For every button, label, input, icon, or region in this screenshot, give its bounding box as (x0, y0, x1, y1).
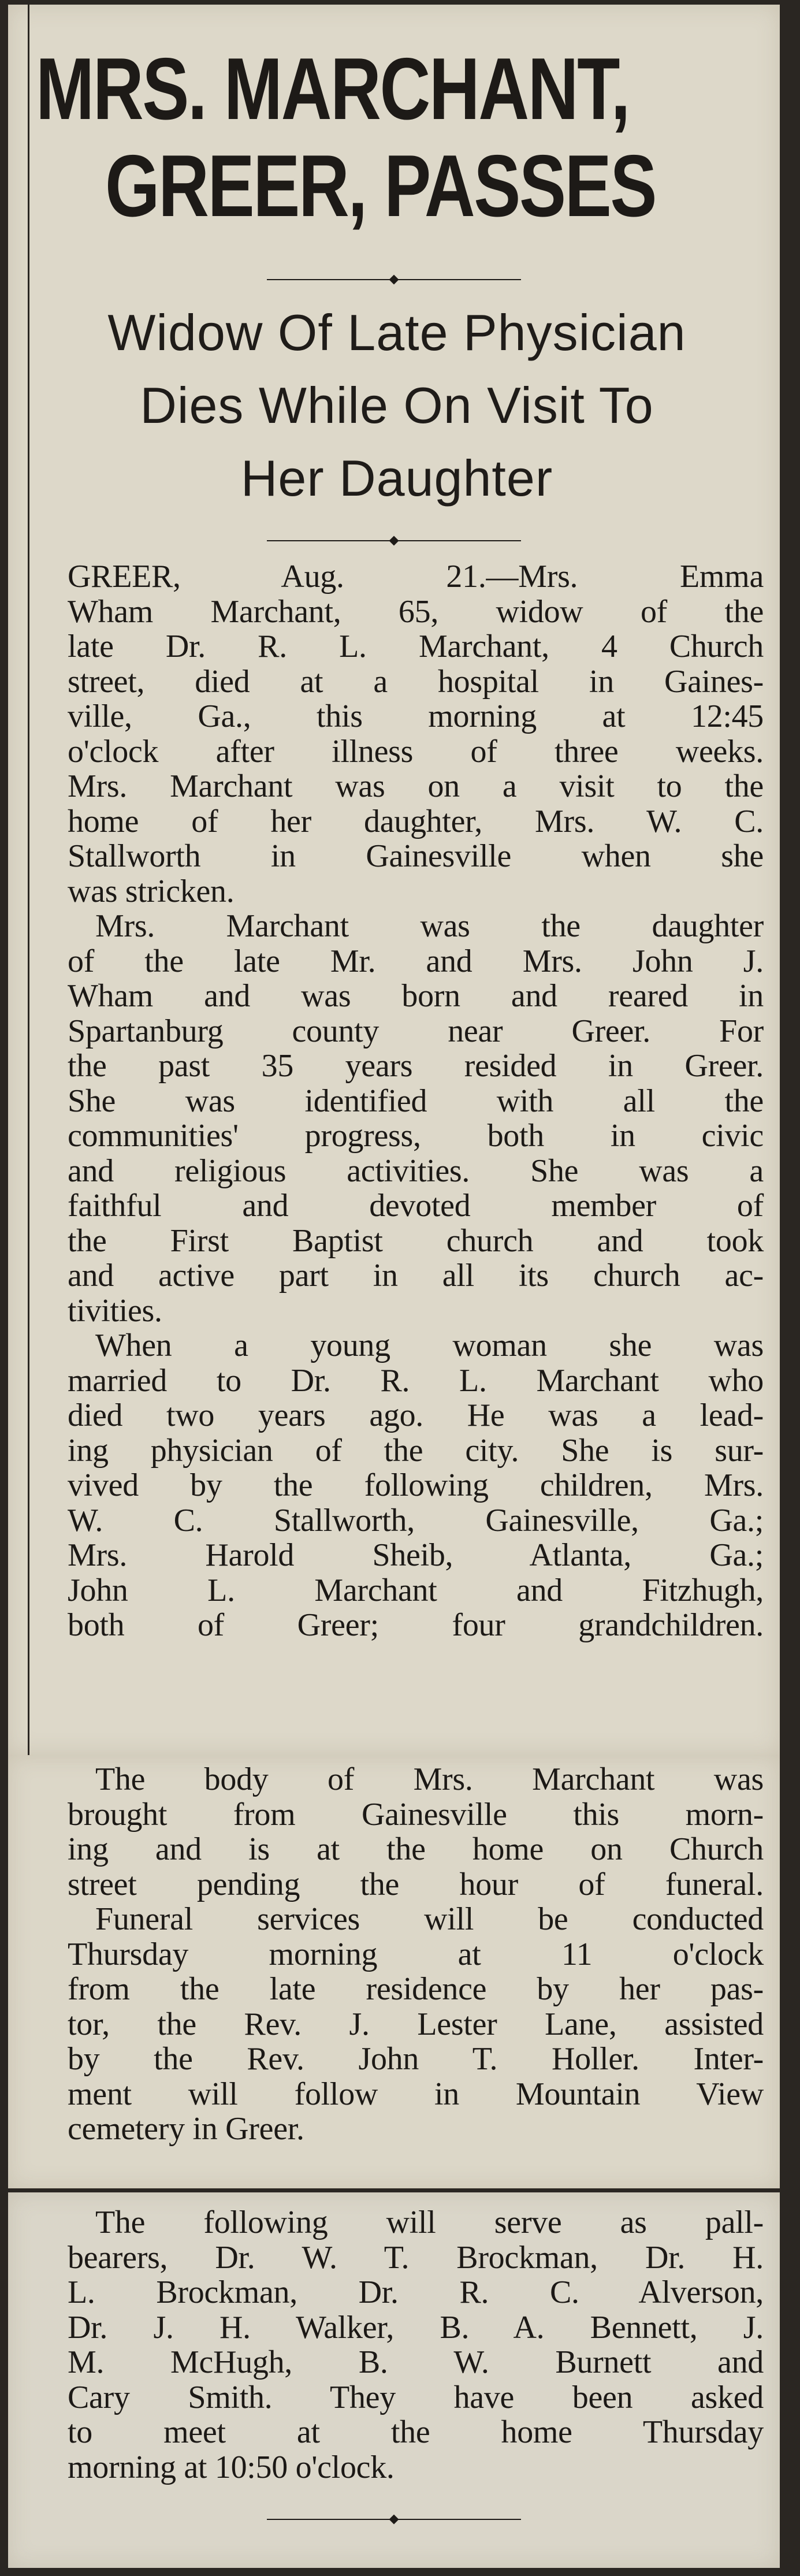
text-line: late Dr. R. L. Marchant, 4 Church (68, 629, 764, 664)
subhead-line-1: Widow Of Late Physician (107, 304, 686, 361)
text-line: Thursday morning at 11 o'clock (68, 1936, 764, 1972)
text-line: street, died at a hospital in Gaines- (68, 663, 764, 700)
article-body-middle (40, 1762, 764, 2147)
text-line: was stricken. (68, 873, 235, 909)
text-line: The body of Mrs. Marchant was (95, 1761, 764, 1797)
text-line: to meet at the home Thursday (68, 2414, 764, 2450)
headline-line-1: MRS. MARCHANT, (36, 40, 629, 138)
article-body-bottom (40, 2205, 764, 2485)
text-line: communities' progress, both in civic (68, 1118, 764, 1154)
text-line: the past 35 years resided in Greer. (68, 1048, 764, 1084)
text-line: ing and is at the home on Church (68, 1831, 764, 1867)
subheadline (31, 296, 762, 515)
text-line: W. C. Stallworth, Gainesville, Ga.; (68, 1502, 764, 1538)
clipping-top-section (8, 5, 780, 1755)
paragraph-3 (40, 1328, 764, 1643)
paragraph-4 (40, 1762, 764, 1902)
column-rule (28, 5, 29, 1755)
text-line: the First Baptist church and took (68, 1222, 764, 1259)
text-line: died two years ago. He was a lead- (68, 1397, 764, 1433)
text-line: morning at 10:50 o'clock. (68, 2449, 395, 2485)
text-line: and religious activities. She was a (68, 1153, 764, 1189)
text-line: o'clock after illness of three weeks. (68, 733, 764, 770)
paragraph-5 (40, 1902, 764, 2147)
text-line: When a young woman she was (95, 1328, 764, 1363)
text-line: The following will serve as pall- (95, 2205, 764, 2240)
paragraph-2 (40, 909, 764, 1328)
text-line: M. McHugh, B. W. Burnett and (68, 2344, 764, 2380)
paragraph-1 (40, 559, 764, 909)
text-line: brought from Gainesville this morn- (68, 1796, 764, 1832)
ornament-divider (267, 2516, 521, 2523)
text-line: and active part in all its church ac- (68, 1258, 764, 1293)
text-line: ment will follow in Mountain View (68, 2076, 764, 2112)
text-line: faithful and devoted member of (68, 1188, 764, 1224)
text-line: Mrs. Marchant was the daughter (95, 908, 764, 944)
clipping-bottom-section (8, 2192, 780, 2568)
text-line: Stallworth in Gainesville when she (68, 838, 764, 874)
text-line: vived by the following children, Mrs. (68, 1467, 764, 1503)
article-body-top (40, 559, 764, 1643)
headline (36, 40, 656, 235)
text-line: Mrs. Harold Sheib, Atlanta, Ga.; (68, 1537, 764, 1573)
text-line: ing physician of the city. She is sur- (68, 1432, 764, 1469)
text-line: ville, Ga., this morning at 12:45 (68, 698, 764, 734)
text-line: tivities. (68, 1292, 162, 1329)
headline-line-2: GREER, PASSES (105, 137, 656, 235)
text-line: bearers, Dr. W. T. Brockman, Dr. H. (68, 2239, 764, 2276)
paragraph-6 (40, 2205, 764, 2485)
text-line: Wham Marchant, 65, widow of the (68, 593, 764, 630)
text-line: tor, the Rev. J. Lester Lane, assisted (68, 2006, 764, 2042)
clipping-middle-section (8, 1755, 780, 2188)
text-line: L. Brockman, Dr. R. C. Alverson, (68, 2274, 764, 2310)
text-line: Mrs. Marchant was on a visit to the (68, 768, 764, 804)
text-line: both of Greer; four grandchildren. (68, 1607, 764, 1643)
ornament-divider (267, 276, 521, 283)
text-line: cemetery in Greer. (68, 2111, 304, 2147)
text-line: She was identified with all the (68, 1083, 764, 1119)
text-line: by the Rev. John T. Holler. Inter- (68, 2041, 764, 2077)
text-line: Spartanburg county near Greer. For (68, 1013, 764, 1049)
text-line: married to Dr. R. L. Marchant who (68, 1362, 764, 1399)
subhead-line-2: Dies While On Visit To (140, 377, 654, 434)
text-line: Cary Smith. They have been asked (68, 2379, 764, 2415)
text-line: Dr. J. H. Walker, B. A. Bennett, J. (68, 2309, 764, 2345)
text-line: GREER, Aug. 21.—Mrs. Emma (68, 559, 764, 594)
text-line: from the late residence by her pas- (68, 1971, 764, 2007)
ornament-divider (267, 537, 521, 544)
text-line: street pending the hour of funeral. (68, 1866, 764, 1902)
subhead-line-3: Her Daughter (240, 449, 553, 507)
text-line: Wham and was born and reared in (68, 978, 764, 1014)
text-line: of the late Mr. and Mrs. John J. (68, 943, 764, 979)
text-line: Funeral services will be conducted (95, 1901, 764, 1937)
text-line: John L. Marchant and Fitzhugh, (68, 1572, 764, 1608)
text-line: home of her daughter, Mrs. W. C. (68, 803, 764, 839)
